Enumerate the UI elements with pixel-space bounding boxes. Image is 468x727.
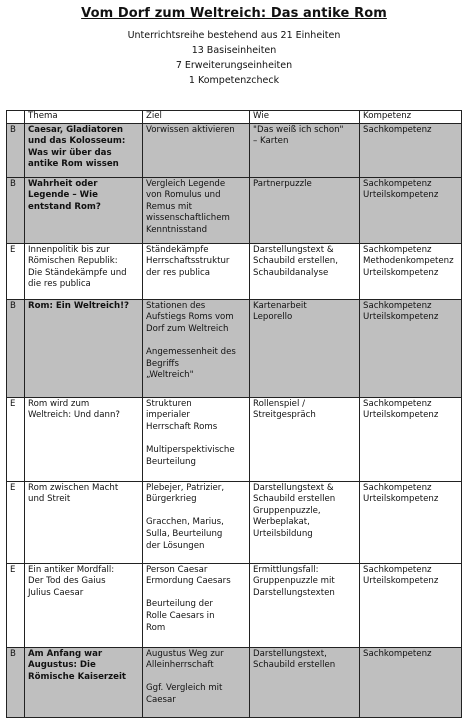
cell-kompetenz <box>360 177 462 243</box>
cell-line: Caesar, Gladiatoren <box>28 124 123 135</box>
cell-line: Innenpolitik bis zur <box>28 244 110 255</box>
cell-line: „Weltreich" <box>146 370 194 381</box>
cell-line: Sachkompetenz <box>363 300 432 311</box>
cell-line: Darstellungstext & <box>253 482 334 493</box>
cell-line: Sachkompetenz <box>363 124 432 135</box>
cell-kompetenz <box>360 397 462 481</box>
cell-thema <box>25 299 143 397</box>
cell-line: – Karten <box>253 136 289 147</box>
cell-ziel <box>143 123 250 177</box>
cell-line: Ein antiker Mordfall: <box>28 564 115 575</box>
cell-line: Urteilskompetenz <box>363 410 439 421</box>
table-body <box>7 123 462 717</box>
cell-line: der res publica <box>146 267 210 278</box>
cell-wie <box>250 299 360 397</box>
header-ziel: Ziel <box>143 111 250 124</box>
cell-line: entstand Rom? <box>28 201 101 212</box>
cell-line: Vergleich Legende <box>146 178 226 189</box>
cell-line: Schaubildanalyse <box>253 267 329 278</box>
cell-line: Werbeplakat, <box>253 517 310 528</box>
row-type: B <box>7 647 25 717</box>
cell-kompetenz <box>360 299 462 397</box>
cell-line: Schaubild erstellen <box>253 494 336 505</box>
cell-line: Schaubild erstellen, <box>253 256 338 267</box>
cell-line: Beurteilung <box>146 456 196 467</box>
cell-wie <box>250 647 360 717</box>
cell-gap <box>146 433 246 445</box>
cell-line: Sachkompetenz <box>363 178 432 189</box>
cell-line: Alleinherrschaft <box>146 660 214 671</box>
cell-line: Was wir über das <box>28 147 112 158</box>
table-header-row <box>7 111 462 124</box>
table-row <box>7 397 462 481</box>
summary-line-units: Unterrichtsreihe bestehend aus 21 Einheiten <box>127 30 341 41</box>
cell-line: Stationen des <box>146 300 206 311</box>
cell-line: Die Ständekämpfe und <box>28 267 127 278</box>
cell-line: Ggf. Vergleich mit <box>146 683 223 694</box>
header-kompetenz: Kompetenz <box>360 111 462 124</box>
cell-line: Augustus: Die <box>28 660 96 671</box>
cell-line: Urteilskompetenz <box>363 494 439 505</box>
cell-wie <box>250 563 360 647</box>
cell-thema <box>25 397 143 481</box>
cell-line: Schaubild erstellen <box>253 660 336 671</box>
cell-line: Vorwissen aktivieren <box>146 124 235 135</box>
cell-line: Person Caesar <box>146 564 208 575</box>
cell-line: Gruppenpuzzle, <box>253 505 321 516</box>
cell-line: Beurteilung der <box>146 599 213 610</box>
cell-line: Begriffs <box>146 358 179 369</box>
header-wie: Wie <box>250 111 360 124</box>
cell-line: Am Anfang war <box>28 648 103 659</box>
cell-line: Römischen Republik: <box>28 256 118 267</box>
cell-line: Sachkompetenz <box>363 648 432 659</box>
row-type: E <box>7 397 25 481</box>
cell-line: Kartenarbeit <box>253 300 307 311</box>
cell-line: Urteilskompetenz <box>363 576 439 587</box>
cell-line: Gruppenpuzzle mit <box>253 576 335 587</box>
cell-line: Multiperspektivische <box>146 444 235 455</box>
cell-line: Sachkompetenz <box>363 564 432 575</box>
row-type: B <box>7 123 25 177</box>
cell-line: Rolle Caesars in <box>146 610 215 621</box>
cell-line: der Lösungen <box>146 540 205 551</box>
summary-line-check: 1 Kompetenzcheck <box>188 75 280 86</box>
cell-line: Rom zwischen Macht <box>28 482 119 493</box>
cell-kompetenz <box>360 563 462 647</box>
cell-line: Rom wird zum <box>28 398 90 409</box>
cell-line: Sachkompetenz <box>363 482 432 493</box>
cell-thema <box>25 481 143 563</box>
cell-line: Rom: Ein Weltreich!? <box>28 300 130 311</box>
cell-kompetenz <box>360 123 462 177</box>
row-type: B <box>7 299 25 397</box>
cell-line: Der Tod des Gaius <box>28 576 106 587</box>
cell-line: Angemessenheit des <box>146 346 236 357</box>
table-row <box>7 177 462 243</box>
cell-line: Legende – Wie <box>28 190 98 201</box>
cell-kompetenz <box>360 647 462 717</box>
cell-line: Herrschaftsstruktur <box>146 256 230 267</box>
cell-line: Darstellungstext & <box>253 244 334 255</box>
cell-gap <box>146 588 246 600</box>
cell-thema <box>25 647 143 717</box>
row-type: E <box>7 563 25 647</box>
cell-wie <box>250 481 360 563</box>
cell-line: Urteilskompetenz <box>363 190 439 201</box>
cell-line: Sachkompetenz <box>363 244 432 255</box>
cell-gap <box>146 335 246 347</box>
table-row <box>7 243 462 299</box>
cell-ziel <box>143 563 250 647</box>
cell-thema <box>25 243 143 299</box>
cell-line: Rollenspiel / <box>253 398 305 409</box>
row-type: E <box>7 481 25 563</box>
table-row <box>7 647 462 717</box>
cell-line: Aufstiegs Roms vom <box>146 312 234 323</box>
cell-kompetenz <box>360 243 462 299</box>
header-type <box>7 111 25 124</box>
table-row <box>7 299 462 397</box>
cell-line: Gracchen, Marius, <box>146 517 224 528</box>
cell-line: Plebejer, Patrizier, <box>146 482 225 493</box>
cell-line: Darstellungstexten <box>253 587 335 598</box>
cell-line: Herrschaft Roms <box>146 421 218 432</box>
table-row <box>7 563 462 647</box>
cell-line: Urteilskompetenz <box>363 267 439 278</box>
cell-line: Bürgerkrieg <box>146 494 197 505</box>
series-summary <box>0 28 468 88</box>
cell-ziel <box>143 481 250 563</box>
cell-ziel <box>143 243 250 299</box>
cell-line: Rom <box>146 622 166 633</box>
row-type: B <box>7 177 25 243</box>
table-row <box>7 481 462 563</box>
summary-line-basic: 13 Basiseinheiten <box>191 45 277 56</box>
cell-line: Strukturen <box>146 398 192 409</box>
cell-line: Caesar <box>146 694 176 705</box>
cell-line: Römische Kaiserzeit <box>28 671 127 682</box>
cell-line: Sachkompetenz <box>363 398 432 409</box>
cell-ziel <box>143 647 250 717</box>
summary-line-extension: 7 Erweiterungseinheiten <box>175 60 293 71</box>
cell-line: Methodenkompetenz <box>363 256 454 267</box>
cell-line: antike Rom wissen <box>28 159 119 170</box>
row-type: E <box>7 243 25 299</box>
cell-wie <box>250 123 360 177</box>
cell-line: und Streit <box>28 494 71 505</box>
lesson-plan-table <box>6 110 462 718</box>
cell-line: Urteilsbildung <box>253 528 313 539</box>
cell-line: wissenschaftlichem <box>146 213 230 224</box>
cell-line: von Romulus und <box>146 190 221 201</box>
table-row <box>7 123 462 177</box>
cell-ziel <box>143 177 250 243</box>
cell-line: die res publica <box>28 279 91 290</box>
cell-gap <box>146 506 246 518</box>
cell-line: Urteilskompetenz <box>363 312 439 323</box>
cell-wie <box>250 177 360 243</box>
cell-line: Ermordung Caesars <box>146 576 231 587</box>
cell-ziel <box>143 397 250 481</box>
cell-line: Ermittlungsfall: <box>253 564 319 575</box>
cell-line: Kenntnisstand <box>146 224 208 235</box>
cell-line: Darstellungstext, <box>253 648 327 659</box>
cell-thema <box>25 123 143 177</box>
cell-line: und das Kolosseum: <box>28 136 126 147</box>
cell-line: Leporello <box>253 312 293 323</box>
cell-line: Julius Caesar <box>28 587 84 598</box>
cell-wie <box>250 397 360 481</box>
cell-line: Remus mit <box>146 201 193 212</box>
cell-line: Dorf zum Weltreich <box>146 323 229 334</box>
page-title: Vom Dorf zum Weltreich: Das antike Rom <box>81 6 387 21</box>
cell-wie <box>250 243 360 299</box>
cell-kompetenz <box>360 481 462 563</box>
cell-line: Wahrheit oder <box>28 178 98 189</box>
cell-line: Streitgespräch <box>253 410 316 421</box>
cell-thema <box>25 177 143 243</box>
cell-ziel <box>143 299 250 397</box>
cell-gap <box>146 672 246 684</box>
cell-line: Ständekämpfe <box>146 244 209 255</box>
cell-thema <box>25 563 143 647</box>
header-thema: Thema <box>25 111 143 124</box>
cell-line: imperialer <box>146 410 190 421</box>
cell-line: Partnerpuzzle <box>253 178 312 189</box>
cell-line: "Das weiß ich schon" <box>253 124 344 135</box>
cell-line: Sulla, Beurteilung <box>146 528 223 539</box>
cell-line: Augustus Weg zur <box>146 648 224 659</box>
cell-line: Weltreich: Und dann? <box>28 410 120 421</box>
